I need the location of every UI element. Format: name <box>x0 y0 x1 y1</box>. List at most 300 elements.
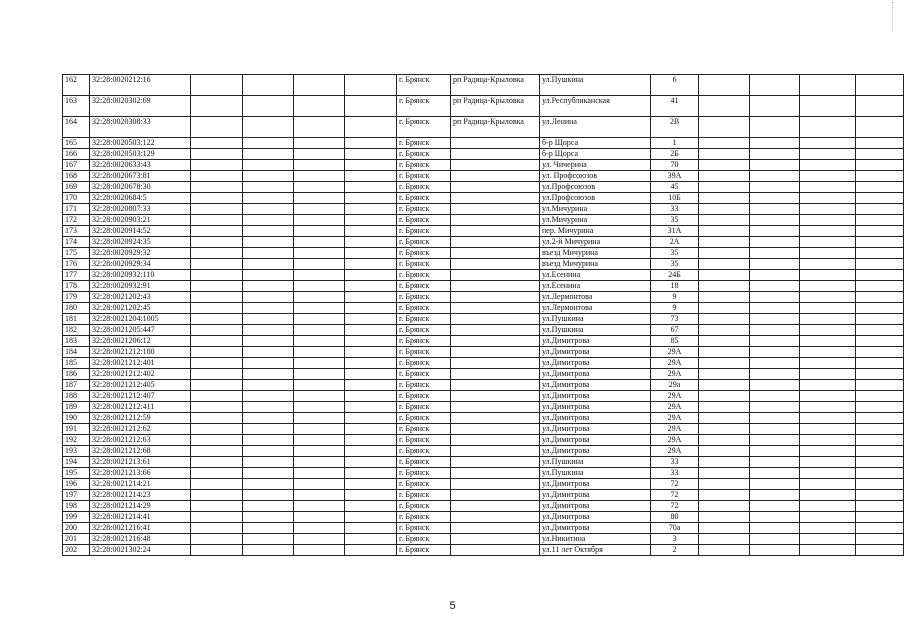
blank-cell <box>856 303 904 314</box>
street-cell: ул.Димитрова <box>540 501 651 512</box>
settlement-cell <box>451 424 540 435</box>
blank-cell <box>294 248 345 259</box>
blank-cell <box>699 215 750 226</box>
row-number-cell: 171 <box>63 204 90 215</box>
settlement-cell <box>451 369 540 380</box>
blank-cell <box>294 501 345 512</box>
blank-cell <box>750 336 800 347</box>
blank-cell <box>856 479 904 490</box>
house-number-cell: 2В <box>651 117 699 138</box>
row-number-cell: 162 <box>63 75 90 96</box>
blank-cell <box>345 380 397 391</box>
blank-cell <box>800 446 856 457</box>
street-cell: ул.Мичурина <box>540 204 651 215</box>
blank-cell <box>345 446 397 457</box>
blank-cell <box>750 292 800 303</box>
cadastral-number-cell: 32:28:0021212:407 <box>90 391 191 402</box>
blank-cell <box>856 215 904 226</box>
cadastral-number-cell: 32:28:0020308:33 <box>90 117 191 138</box>
blank-cell <box>191 369 243 380</box>
table-row <box>63 468 904 479</box>
blank-cell <box>345 424 397 435</box>
house-number-cell: 29А <box>651 435 699 446</box>
table-row <box>63 358 904 369</box>
blank-cell <box>856 117 904 138</box>
table-row <box>63 325 904 336</box>
cadastral-number-cell: 32:28:0021206:12 <box>90 336 191 347</box>
blank-cell <box>800 501 856 512</box>
blank-cell <box>750 171 800 182</box>
house-number-cell: 72 <box>651 490 699 501</box>
street-cell: ул.Никитина <box>540 534 651 545</box>
blank-cell <box>191 468 243 479</box>
table-row <box>63 160 904 171</box>
table-row <box>63 149 904 160</box>
blank-cell <box>800 336 856 347</box>
blank-cell <box>699 237 750 248</box>
blank-cell <box>750 270 800 281</box>
blank-cell <box>243 347 294 358</box>
cadastral-number-cell: 32:28:0020678:30 <box>90 182 191 193</box>
cadastral-number-cell: 32:28:0020929:34 <box>90 259 191 270</box>
blank-cell <box>345 391 397 402</box>
blank-cell <box>191 270 243 281</box>
street-cell: ул.11 лет Октября <box>540 545 651 556</box>
house-number-cell: 31А <box>651 226 699 237</box>
blank-cell <box>800 248 856 259</box>
house-number-cell: 2Б <box>651 149 699 160</box>
blank-cell <box>856 446 904 457</box>
settlement-cell <box>451 457 540 468</box>
city-cell: г. Брянск <box>397 292 451 303</box>
settlement-cell <box>451 292 540 303</box>
city-cell: г. Брянск <box>397 545 451 556</box>
blank-cell <box>699 347 750 358</box>
blank-cell <box>191 490 243 501</box>
blank-cell <box>294 358 345 369</box>
blank-cell <box>345 314 397 325</box>
street-cell: ул.Димитрова <box>540 402 651 413</box>
blank-cell <box>243 479 294 490</box>
blank-cell <box>294 369 345 380</box>
blank-cell <box>750 160 800 171</box>
row-number-cell: 196 <box>63 479 90 490</box>
city-cell: г. Брянск <box>397 215 451 226</box>
blank-cell <box>856 204 904 215</box>
city-cell: г. Брянск <box>397 75 451 96</box>
row-number-cell: 182 <box>63 325 90 336</box>
blank-cell <box>294 160 345 171</box>
house-number-cell: 9 <box>651 292 699 303</box>
settlement-cell <box>451 281 540 292</box>
blank-cell <box>191 358 243 369</box>
street-cell: ул.Димитрова <box>540 369 651 380</box>
blank-cell <box>699 259 750 270</box>
blank-cell <box>856 347 904 358</box>
cadastral-number-cell: 32:28:0021212:401 <box>90 358 191 369</box>
cadastral-number-cell: 32:28:0020924:35 <box>90 237 191 248</box>
row-number-cell: 173 <box>63 226 90 237</box>
blank-cell <box>345 292 397 303</box>
blank-cell <box>800 226 856 237</box>
blank-cell <box>856 248 904 259</box>
blank-cell <box>243 402 294 413</box>
blank-cell <box>243 358 294 369</box>
city-cell: г. Брянск <box>397 501 451 512</box>
table-row <box>63 347 904 358</box>
row-number-cell: 198 <box>63 501 90 512</box>
city-cell: г. Брянск <box>397 512 451 523</box>
city-cell: г. Брянск <box>397 149 451 160</box>
blank-cell <box>294 75 345 96</box>
table-row <box>63 303 904 314</box>
blank-cell <box>294 149 345 160</box>
house-number-cell: 39А <box>651 171 699 182</box>
house-number-cell: 72 <box>651 501 699 512</box>
settlement-cell <box>451 347 540 358</box>
settlement-cell <box>451 358 540 369</box>
row-number-cell: 179 <box>63 292 90 303</box>
house-number-cell: 18 <box>651 281 699 292</box>
settlement-cell <box>451 468 540 479</box>
row-number-cell: 195 <box>63 468 90 479</box>
blank-cell <box>750 259 800 270</box>
blank-cell <box>856 435 904 446</box>
street-cell: ул.Димитрова <box>540 413 651 424</box>
blank-cell <box>800 435 856 446</box>
register-table <box>62 74 904 556</box>
blank-cell <box>856 138 904 149</box>
blank-cell <box>243 96 294 117</box>
blank-cell <box>191 160 243 171</box>
blank-cell <box>800 215 856 226</box>
blank-cell <box>800 391 856 402</box>
table-row <box>63 138 904 149</box>
table-row <box>63 193 904 204</box>
blank-cell <box>856 336 904 347</box>
blank-cell <box>243 457 294 468</box>
house-number-cell: 67 <box>651 325 699 336</box>
settlement-cell <box>451 413 540 424</box>
cadastral-number-cell: 32:28:0020684:5 <box>90 193 191 204</box>
blank-cell <box>294 523 345 534</box>
blank-cell <box>345 435 397 446</box>
house-number-cell: 29А <box>651 391 699 402</box>
blank-cell <box>856 226 904 237</box>
blank-cell <box>800 75 856 96</box>
blank-cell <box>856 75 904 96</box>
row-number-cell: 194 <box>63 457 90 468</box>
blank-cell <box>191 281 243 292</box>
blank-cell <box>345 160 397 171</box>
blank-cell <box>750 138 800 149</box>
cadastral-number-cell: 32:28:0021212:402 <box>90 369 191 380</box>
blank-cell <box>800 303 856 314</box>
street-cell: ул.Пушкина <box>540 325 651 336</box>
house-number-cell: 2А <box>651 237 699 248</box>
cadastral-number-cell: 32:28:0021213:66 <box>90 468 191 479</box>
blank-cell <box>750 457 800 468</box>
blank-cell <box>750 347 800 358</box>
blank-cell <box>191 391 243 402</box>
settlement-cell <box>451 204 540 215</box>
blank-cell <box>750 523 800 534</box>
city-cell: г. Брянск <box>397 248 451 259</box>
city-cell: г. Брянск <box>397 171 451 182</box>
street-cell: пер. Мичурина <box>540 226 651 237</box>
settlement-cell <box>451 325 540 336</box>
row-number-cell: 184 <box>63 347 90 358</box>
blank-cell <box>699 303 750 314</box>
blank-cell <box>750 534 800 545</box>
row-number-cell: 170 <box>63 193 90 204</box>
street-cell: ул.Пушкина <box>540 468 651 479</box>
city-cell: г. Брянск <box>397 160 451 171</box>
blank-cell <box>856 96 904 117</box>
blank-cell <box>699 325 750 336</box>
city-cell: г. Брянск <box>397 138 451 149</box>
blank-cell <box>750 490 800 501</box>
blank-cell <box>750 281 800 292</box>
settlement-cell <box>451 446 540 457</box>
blank-cell <box>191 336 243 347</box>
blank-cell <box>750 501 800 512</box>
table-row <box>63 446 904 457</box>
cadastral-number-cell: 32:28:0021213:61 <box>90 457 191 468</box>
settlement-cell <box>451 512 540 523</box>
street-cell: ул.Лермонтова <box>540 292 651 303</box>
blank-cell <box>345 534 397 545</box>
blank-cell <box>856 292 904 303</box>
cadastral-number-cell: 32:28:0021212:59 <box>90 413 191 424</box>
row-number-cell: 192 <box>63 435 90 446</box>
blank-cell <box>294 171 345 182</box>
blank-cell <box>800 402 856 413</box>
blank-cell <box>699 413 750 424</box>
blank-cell <box>191 545 243 556</box>
house-number-cell: 70а <box>651 523 699 534</box>
city-cell: г. Брянск <box>397 435 451 446</box>
street-cell: ул.Димитрова <box>540 358 651 369</box>
blank-cell <box>191 402 243 413</box>
blank-cell <box>345 204 397 215</box>
blank-cell <box>191 303 243 314</box>
blank-cell <box>699 446 750 457</box>
settlement-cell <box>451 391 540 402</box>
city-cell: г. Брянск <box>397 270 451 281</box>
blank-cell <box>345 270 397 281</box>
city-cell: г. Брянск <box>397 281 451 292</box>
blank-cell <box>800 292 856 303</box>
blank-cell <box>191 204 243 215</box>
blank-cell <box>243 369 294 380</box>
house-number-cell: 9 <box>651 303 699 314</box>
row-number-cell: 172 <box>63 215 90 226</box>
table-row <box>63 336 904 347</box>
cadastral-number-cell: 32:28:0020807:33 <box>90 204 191 215</box>
table-row <box>63 369 904 380</box>
blank-cell <box>243 226 294 237</box>
house-number-cell: 33 <box>651 204 699 215</box>
row-number-cell: 199 <box>63 512 90 523</box>
cadastral-number-cell: 32:28:0021214:41 <box>90 512 191 523</box>
blank-cell <box>345 512 397 523</box>
blank-cell <box>800 314 856 325</box>
row-number-cell: 202 <box>63 545 90 556</box>
table-row <box>63 424 904 435</box>
street-cell: въезд Мичурина <box>540 259 651 270</box>
row-number-cell: 189 <box>63 402 90 413</box>
blank-cell <box>243 545 294 556</box>
blank-cell <box>345 501 397 512</box>
cadastral-number-cell: 32:28:0021202:45 <box>90 303 191 314</box>
settlement-cell <box>451 490 540 501</box>
blank-cell <box>294 270 345 281</box>
street-cell: ул.Димитрова <box>540 391 651 402</box>
blank-cell <box>191 226 243 237</box>
street-cell: ул.Есенина <box>540 281 651 292</box>
blank-cell <box>800 160 856 171</box>
blank-cell <box>750 149 800 160</box>
blank-cell <box>750 413 800 424</box>
street-cell: ул.Пушкина <box>540 314 651 325</box>
city-cell: г. Брянск <box>397 380 451 391</box>
settlement-cell <box>451 248 540 259</box>
blank-cell <box>750 479 800 490</box>
blank-cell <box>243 380 294 391</box>
blank-cell <box>191 347 243 358</box>
settlement-cell <box>451 149 540 160</box>
cadastral-number-cell: 32:28:0021212:411 <box>90 402 191 413</box>
settlement-cell <box>451 402 540 413</box>
blank-cell <box>699 523 750 534</box>
settlement-cell <box>451 314 540 325</box>
cadastral-number-cell: 32:28:0020932:91 <box>90 281 191 292</box>
street-cell: ул.Лермонтова <box>540 303 651 314</box>
blank-cell <box>750 380 800 391</box>
city-cell: г. Брянск <box>397 96 451 117</box>
blank-cell <box>243 248 294 259</box>
blank-cell <box>699 424 750 435</box>
table-row <box>63 270 904 281</box>
blank-cell <box>699 435 750 446</box>
settlement-cell <box>451 380 540 391</box>
table-row <box>63 237 904 248</box>
blank-cell <box>699 468 750 479</box>
table-row <box>63 391 904 402</box>
cadastral-number-cell: 32:28:0021214:23 <box>90 490 191 501</box>
blank-cell <box>699 226 750 237</box>
cadastral-number-cell: 32:28:0021212:180 <box>90 347 191 358</box>
row-number-cell: 166 <box>63 149 90 160</box>
blank-cell <box>856 413 904 424</box>
blank-cell <box>345 402 397 413</box>
blank-cell <box>191 479 243 490</box>
blank-cell <box>699 138 750 149</box>
blank-cell <box>750 237 800 248</box>
blank-cell <box>856 468 904 479</box>
blank-cell <box>856 490 904 501</box>
cadastral-number-cell: 32:28:0020673:81 <box>90 171 191 182</box>
blank-cell <box>699 270 750 281</box>
house-number-cell: 29А <box>651 347 699 358</box>
blank-cell <box>800 490 856 501</box>
house-number-cell: 29А <box>651 446 699 457</box>
blank-cell <box>294 490 345 501</box>
blank-cell <box>191 248 243 259</box>
blank-cell <box>345 336 397 347</box>
blank-cell <box>294 193 345 204</box>
blank-cell <box>243 215 294 226</box>
blank-cell <box>699 512 750 523</box>
row-number-cell: 167 <box>63 160 90 171</box>
blank-cell <box>750 325 800 336</box>
blank-cell <box>856 171 904 182</box>
blank-cell <box>856 424 904 435</box>
blank-cell <box>345 468 397 479</box>
blank-cell <box>345 138 397 149</box>
settlement-cell <box>451 138 540 149</box>
street-cell: ул.2-й Мичурина <box>540 237 651 248</box>
blank-cell <box>750 446 800 457</box>
house-number-cell: 45 <box>651 182 699 193</box>
blank-cell <box>750 369 800 380</box>
street-cell: въезд Мичурина <box>540 248 651 259</box>
blank-cell <box>856 457 904 468</box>
blank-cell <box>800 237 856 248</box>
table-row <box>63 413 904 424</box>
blank-cell <box>191 457 243 468</box>
table-row <box>63 215 904 226</box>
blank-cell <box>800 96 856 117</box>
blank-cell <box>294 303 345 314</box>
blank-cell <box>345 490 397 501</box>
city-cell: г. Брянск <box>397 336 451 347</box>
table-row <box>63 523 904 534</box>
row-number-cell: 174 <box>63 237 90 248</box>
blank-cell <box>856 380 904 391</box>
blank-cell <box>800 468 856 479</box>
settlement-cell: рп Радица-Крыловка <box>451 117 540 138</box>
blank-cell <box>800 523 856 534</box>
row-number-cell: 188 <box>63 391 90 402</box>
blank-cell <box>750 424 800 435</box>
table-row <box>63 545 904 556</box>
blank-cell <box>345 413 397 424</box>
table-row <box>63 281 904 292</box>
blank-cell <box>345 457 397 468</box>
house-number-cell: 29А <box>651 424 699 435</box>
city-cell: г. Брянск <box>397 237 451 248</box>
blank-cell <box>345 171 397 182</box>
blank-cell <box>699 391 750 402</box>
blank-cell <box>856 391 904 402</box>
house-number-cell: 72 <box>651 479 699 490</box>
blank-cell <box>294 292 345 303</box>
street-cell: б-р Щорса <box>540 149 651 160</box>
blank-cell <box>243 138 294 149</box>
blank-cell <box>800 380 856 391</box>
blank-cell <box>294 391 345 402</box>
blank-cell <box>191 314 243 325</box>
city-cell: г. Брянск <box>397 193 451 204</box>
blank-cell <box>800 413 856 424</box>
house-number-cell: 41 <box>651 96 699 117</box>
blank-cell <box>243 303 294 314</box>
blank-cell <box>191 149 243 160</box>
blank-cell <box>243 490 294 501</box>
blank-cell <box>191 534 243 545</box>
